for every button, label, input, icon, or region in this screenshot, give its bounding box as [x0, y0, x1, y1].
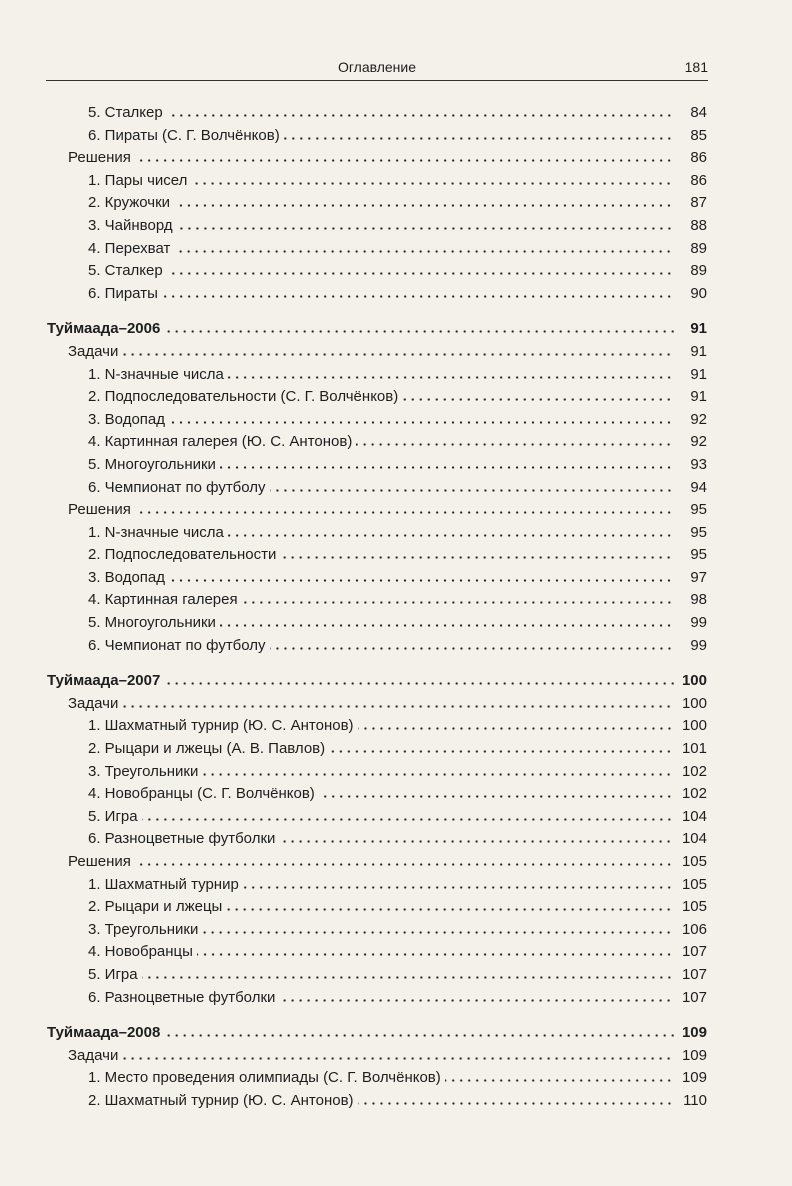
entry-title: 1. Шахматный турнир: [88, 875, 239, 893]
dot-leader: [122, 346, 673, 356]
dot-leader: [202, 766, 673, 776]
entry-title: 6. Разноцветные футболки: [88, 830, 276, 848]
entry-title: 2. Шахматный турнир (Ю. С. Антонов): [88, 1091, 354, 1109]
entry-title: 2. Подпоследовательности (С. Г. Волчёнков): [88, 388, 399, 406]
entry-page: 100: [681, 717, 707, 735]
entry-title: 6. Пираты (С. Г. Волчёнков): [88, 126, 280, 144]
entry-page: 85: [690, 126, 707, 144]
entry-page: 90: [690, 284, 707, 302]
dot-leader: [142, 969, 673, 979]
dot-leader: [220, 617, 673, 627]
entry-page: 99: [690, 614, 707, 632]
entry-title: 6. Чемпионат по футболу: [88, 478, 266, 496]
entry-page: 104: [681, 807, 707, 825]
toc-subsection[interactable]: [47, 147, 707, 170]
toc-entry[interactable]: [47, 738, 707, 761]
entry-title: 2. Подпоследовательности: [88, 546, 277, 564]
entry-page: 84: [690, 104, 707, 121]
dot-leader: [319, 788, 673, 798]
entry-title: Туймаада–2008: [47, 1024, 161, 1042]
entry-page: 109: [681, 1024, 707, 1042]
dot-leader: [142, 811, 673, 821]
dot-leader: [167, 107, 673, 117]
toc-entry[interactable]: [47, 386, 707, 409]
toc-entry[interactable]: [47, 941, 707, 964]
toc-entry[interactable]: [47, 364, 707, 387]
entry-title: 5. Сталкер: [88, 104, 163, 121]
table-of-contents: [47, 102, 707, 1113]
entry-page: 101: [681, 740, 707, 758]
dot-leader: [174, 197, 673, 207]
dot-leader: [167, 265, 673, 275]
entry-title: 3. Водопад: [88, 410, 166, 428]
entry-page: 105: [681, 853, 707, 870]
toc-entry[interactable]: [47, 715, 707, 738]
entry-page: 105: [681, 875, 707, 893]
dot-leader: [220, 459, 673, 469]
entry-page: 97: [690, 568, 707, 586]
entry-page: 99: [690, 636, 707, 654]
entry-title: Задачи: [68, 694, 119, 712]
dot-leader: [445, 1072, 673, 1082]
entry-page: 91: [690, 320, 707, 338]
dot-leader: [270, 640, 673, 650]
entry-page: 107: [681, 965, 707, 983]
entry-page: 109: [681, 1046, 707, 1064]
toc-entry[interactable]: [47, 260, 707, 283]
running-header: [46, 58, 708, 81]
entry-title: 5. Многоугольники: [88, 614, 216, 632]
entry-title: 5. Многоугольники: [88, 455, 216, 473]
toc-subsection[interactable]: [47, 341, 707, 364]
toc-entry[interactable]: [47, 635, 707, 658]
entry-page: 102: [681, 785, 707, 803]
entry-page: 91: [690, 365, 707, 383]
entry-page: 92: [690, 433, 707, 451]
dot-leader: [270, 482, 673, 492]
entry-title: Решения: [68, 501, 131, 519]
dot-leader: [228, 369, 673, 379]
entry-title: 2. Рыцари и лжецы (А. В. Павлов): [88, 740, 326, 758]
toc-section[interactable]: [47, 670, 707, 693]
dot-leader: [169, 572, 673, 582]
toc-entry[interactable]: [47, 125, 707, 148]
entry-page: 107: [681, 988, 707, 1006]
toc-entry[interactable]: [47, 806, 707, 829]
dot-leader: [358, 720, 673, 730]
entry-page: 98: [690, 591, 707, 609]
entry-page: 100: [681, 672, 707, 690]
entry-title: 3. Треугольники: [88, 762, 199, 780]
toc-entry[interactable]: [47, 919, 707, 942]
dot-leader: [164, 675, 677, 685]
toc-entry[interactable]: [47, 964, 707, 987]
entry-page: 106: [681, 920, 707, 938]
toc-entry[interactable]: [47, 987, 707, 1010]
toc-section[interactable]: [47, 318, 707, 341]
toc-entry[interactable]: [47, 238, 707, 261]
entry-title: 6. Чемпионат по футболу: [88, 636, 266, 654]
dot-leader: [162, 288, 673, 298]
toc-entry[interactable]: [47, 544, 707, 567]
entry-title: 4. Перехват: [88, 239, 171, 257]
entry-title: 4. Новобранцы: [88, 943, 193, 961]
dot-leader: [284, 130, 673, 140]
toc-entry[interactable]: [47, 102, 707, 125]
toc-entry[interactable]: [47, 215, 707, 238]
entry-page: 88: [690, 216, 707, 234]
toc-entry[interactable]: [47, 896, 707, 919]
toc-entry[interactable]: [47, 828, 707, 851]
entry-page: 102: [681, 762, 707, 780]
toc-subsection[interactable]: [47, 693, 707, 716]
toc-entry[interactable]: [47, 567, 707, 590]
toc-entry[interactable]: [47, 1067, 707, 1090]
entry-title: 1. N-значные числа: [88, 365, 224, 383]
entry-title: 2. Кружочки: [88, 194, 171, 212]
toc-entry[interactable]: [47, 522, 707, 545]
entry-title: 6. Пираты: [88, 284, 158, 302]
entry-page: 91: [690, 388, 707, 406]
dot-leader: [197, 946, 673, 956]
dot-leader: [202, 924, 673, 934]
toc-entry[interactable]: [47, 192, 707, 215]
dot-leader: [329, 743, 673, 753]
entry-page: 94: [690, 478, 707, 496]
header-title: Оглавление: [337, 59, 417, 75]
entry-page: 93: [690, 455, 707, 473]
entry-page: 91: [690, 342, 707, 360]
dot-leader: [174, 243, 673, 253]
entry-title: 1. N-значные числа: [88, 523, 224, 541]
dot-leader: [279, 992, 673, 1002]
dot-leader: [122, 1050, 673, 1060]
entry-title: 1. Место проведения олимпиады (С. Г. Волчёнков): [88, 1069, 441, 1087]
entry-page: 89: [690, 239, 707, 257]
entry-page: 107: [681, 943, 707, 961]
toc-entry[interactable]: [47, 874, 707, 897]
entry-page: 105: [681, 898, 707, 916]
dot-leader: [177, 220, 673, 230]
toc-entry[interactable]: [47, 409, 707, 432]
entry-title: 3. Чайнворд: [88, 216, 173, 234]
dot-leader: [280, 549, 673, 559]
dot-leader: [356, 436, 673, 446]
dot-leader: [279, 833, 673, 843]
entry-title: 5. Сталкер: [88, 262, 163, 280]
toc-entry[interactable]: [47, 783, 707, 806]
entry-title: Задачи: [68, 342, 119, 360]
entry-page: 86: [690, 171, 707, 189]
toc-entry[interactable]: [47, 612, 707, 635]
toc-entry[interactable]: [47, 170, 707, 193]
entry-title: 4. Новобранцы (С. Г. Волчёнков): [88, 785, 315, 803]
entry-page: 92: [690, 410, 707, 428]
dot-leader: [228, 527, 673, 537]
toc-entry[interactable]: [47, 477, 707, 500]
toc-entry[interactable]: [47, 761, 707, 784]
dot-leader: [135, 152, 673, 162]
dot-leader: [226, 901, 673, 911]
toc-entry[interactable]: [47, 589, 707, 612]
entry-page: 104: [681, 830, 707, 848]
entry-title: Задачи: [68, 1046, 119, 1064]
entry-title: 2. Рыцари и лжецы: [88, 898, 223, 916]
entry-page: 95: [690, 523, 707, 541]
dot-leader: [191, 175, 673, 185]
entry-page: 110: [683, 1091, 707, 1109]
toc-entry[interactable]: [47, 431, 707, 454]
toc-subsection[interactable]: [47, 499, 707, 522]
entry-title: 1. Шахматный турнир (Ю. С. Антонов): [88, 717, 354, 735]
entry-title: 5. Игра: [88, 807, 138, 825]
page-number: 181: [684, 59, 708, 75]
dot-leader: [242, 594, 673, 604]
dot-leader: [164, 323, 677, 333]
dot-leader: [243, 879, 673, 889]
entry-title: Решения: [68, 149, 131, 167]
entry-page: 86: [690, 149, 707, 167]
dot-leader: [135, 856, 673, 866]
entry-page: 87: [690, 194, 707, 212]
toc-entry[interactable]: [47, 283, 707, 306]
entry-title: 4. Картинная галерея: [88, 591, 238, 609]
dot-leader: [358, 1095, 673, 1105]
toc-section[interactable]: [47, 1022, 707, 1045]
toc-subsection[interactable]: [47, 851, 707, 874]
entry-title: 6. Разноцветные футболки: [88, 988, 276, 1006]
entry-page: 95: [690, 546, 707, 564]
toc-subsection[interactable]: [47, 1045, 707, 1068]
dot-leader: [169, 414, 673, 424]
entry-title: 3. Треугольники: [88, 920, 199, 938]
entry-title: Туймаада–2007: [47, 672, 161, 690]
entry-title: Туймаада–2006: [47, 320, 161, 338]
entry-page: 95: [690, 501, 707, 519]
entry-title: 5. Игра: [88, 965, 138, 983]
entry-page: 109: [681, 1069, 707, 1087]
entry-title: 1. Пары чисел: [88, 171, 188, 189]
entry-page: 100: [681, 694, 707, 712]
dot-leader: [135, 504, 673, 514]
entry-title: 3. Водопад: [88, 568, 166, 586]
dot-leader: [122, 698, 673, 708]
entry-page: 89: [690, 262, 707, 280]
toc-entry[interactable]: [47, 454, 707, 477]
entry-title: Решения: [68, 853, 131, 870]
dot-leader: [164, 1027, 677, 1037]
entry-title: 4. Картинная галерея (Ю. С. Антонов): [88, 433, 353, 451]
toc-entry[interactable]: [47, 1090, 707, 1113]
dot-leader: [402, 391, 673, 401]
